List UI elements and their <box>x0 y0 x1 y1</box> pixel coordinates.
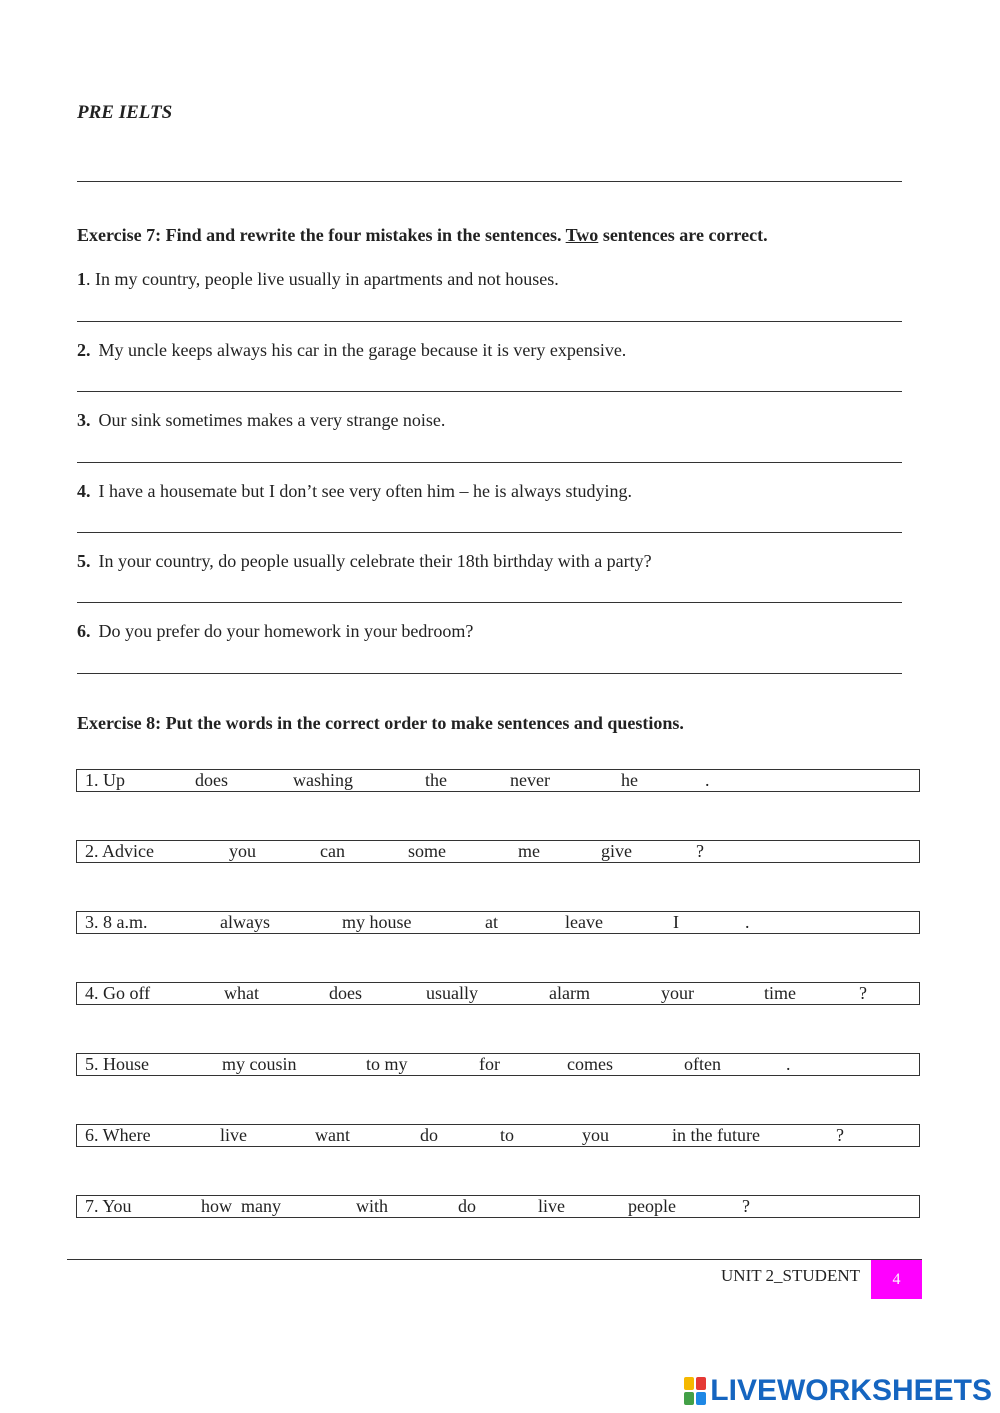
word-chip: 7. You <box>85 1196 132 1216</box>
item-text: Our sink sometimes makes a very strange noise. <box>98 410 446 430</box>
word-chip: . <box>786 1054 791 1074</box>
word-chip: alarm <box>549 983 590 1003</box>
exercise-7-title-underlined: Two <box>565 225 599 245</box>
word-chip: do <box>458 1196 476 1216</box>
word-chip: ? <box>859 983 867 1003</box>
word-chip: with <box>356 1196 389 1216</box>
word-chip: to <box>500 1125 515 1145</box>
word-chip: 6. Where <box>85 1125 151 1145</box>
answer-line-2[interactable] <box>77 391 902 392</box>
exercise-7-item-6 <box>77 621 473 642</box>
word-chip: he <box>621 770 638 790</box>
item-number: 5. <box>77 551 91 571</box>
word-chip: in the future <box>672 1125 760 1145</box>
word-chip: ? <box>742 1196 750 1216</box>
word-chip: ? <box>836 1125 844 1145</box>
exercise-7-item-1 <box>77 269 559 290</box>
item-text: In your country, do people usually celebrate their 18th birthday with a party? <box>98 551 652 571</box>
exercise-7-title-end: sentences are correct. <box>598 225 768 245</box>
word-order-box-5[interactable] <box>76 1053 920 1076</box>
footer-divider <box>67 1259 922 1260</box>
word-chip: give <box>601 841 632 861</box>
word-chip: ? <box>696 841 704 861</box>
exercise-7-title <box>77 225 768 246</box>
word-chip: to my <box>366 1054 408 1074</box>
word-order-box-3[interactable] <box>76 911 920 934</box>
word-chip: what <box>224 983 259 1003</box>
page-number-badge: 4 <box>871 1260 922 1299</box>
answer-line-4[interactable] <box>77 532 902 533</box>
exercise-7-item-3 <box>77 410 445 431</box>
item-number: 2. <box>77 340 91 360</box>
answer-line-3[interactable] <box>77 462 902 463</box>
word-order-box-4[interactable] <box>76 982 920 1005</box>
word-chip: leave <box>565 912 603 932</box>
word-order-box-1[interactable] <box>76 769 920 792</box>
item-text: I have a housemate but I don’t see very often him – he is always studying. <box>98 481 633 501</box>
exercise-7-item-2 <box>77 340 626 361</box>
item-text: My uncle keeps always his car in the garage because it is very expensive. <box>98 340 627 360</box>
exercise-8-title: Exercise 8: Put the words in the correct order to make sentences and questions. <box>77 713 684 733</box>
item-number: 6. <box>77 621 91 641</box>
answer-line-5[interactable] <box>77 602 902 603</box>
header-divider <box>77 181 902 182</box>
word-chip: at <box>485 912 498 932</box>
unit-label: UNIT 2_STUDENT <box>721 1266 860 1285</box>
word-chip: 5. House <box>85 1054 149 1074</box>
word-chip: how many <box>201 1196 281 1216</box>
word-chip: does <box>195 770 228 790</box>
word-chip: you <box>582 1125 609 1145</box>
item-number: 4. <box>77 481 91 501</box>
word-chip: 1. Up <box>85 770 125 790</box>
word-chip: 2. Advice <box>85 841 154 861</box>
exercise-7-item-5 <box>77 551 652 572</box>
word-chip: often <box>684 1054 721 1074</box>
exercise-7-item-4 <box>77 481 632 502</box>
answer-line-6[interactable] <box>77 673 902 674</box>
word-chip: comes <box>567 1054 613 1074</box>
word-chip: your <box>661 983 694 1003</box>
word-chip: never <box>510 770 550 790</box>
page-header-title: PRE IELTS <box>77 102 173 123</box>
word-chip: want <box>315 1125 350 1145</box>
word-chip: you <box>229 841 256 861</box>
item-number: 1 <box>77 269 86 289</box>
word-chip: people <box>628 1196 676 1216</box>
word-order-box-7[interactable] <box>76 1195 920 1218</box>
word-chip: 4. Go off <box>85 983 151 1003</box>
word-chip: always <box>220 912 270 932</box>
answer-line-1[interactable] <box>77 321 902 322</box>
item-text: . In my country, people live usually in apartments and not houses. <box>86 269 559 289</box>
word-chip: the <box>425 770 447 790</box>
word-chip: time <box>764 983 796 1003</box>
word-chip: my cousin <box>222 1054 297 1074</box>
word-chip: does <box>329 983 362 1003</box>
word-chip: washing <box>293 770 353 790</box>
word-chip: live <box>220 1125 247 1145</box>
word-chip: some <box>408 841 446 861</box>
item-number: 3. <box>77 410 91 430</box>
brand-name: LIVEWORKSHEETS <box>710 1374 992 1407</box>
word-order-box-6[interactable] <box>76 1124 920 1147</box>
word-chip: usually <box>426 983 478 1003</box>
word-chip: I <box>673 912 679 932</box>
word-chip: for <box>479 1054 500 1074</box>
word-chip: . <box>705 770 710 790</box>
liveworksheets-logo-icon <box>684 1377 706 1405</box>
exercise-7-title-text: Exercise 7: Find and rewrite the four mistakes in the sentences. <box>77 225 566 245</box>
item-text: Do you prefer do your homework in your bedroom? <box>98 621 474 641</box>
word-chip: me <box>518 841 540 861</box>
word-chip: . <box>745 912 750 932</box>
liveworksheets-logo[interactable] <box>684 1374 992 1408</box>
word-order-box-2[interactable] <box>76 840 920 863</box>
word-chip: do <box>420 1125 438 1145</box>
word-chip: live <box>538 1196 565 1216</box>
word-chip: 3. 8 a.m. <box>85 912 148 932</box>
word-chip: my house <box>342 912 412 932</box>
word-chip: can <box>320 841 345 861</box>
